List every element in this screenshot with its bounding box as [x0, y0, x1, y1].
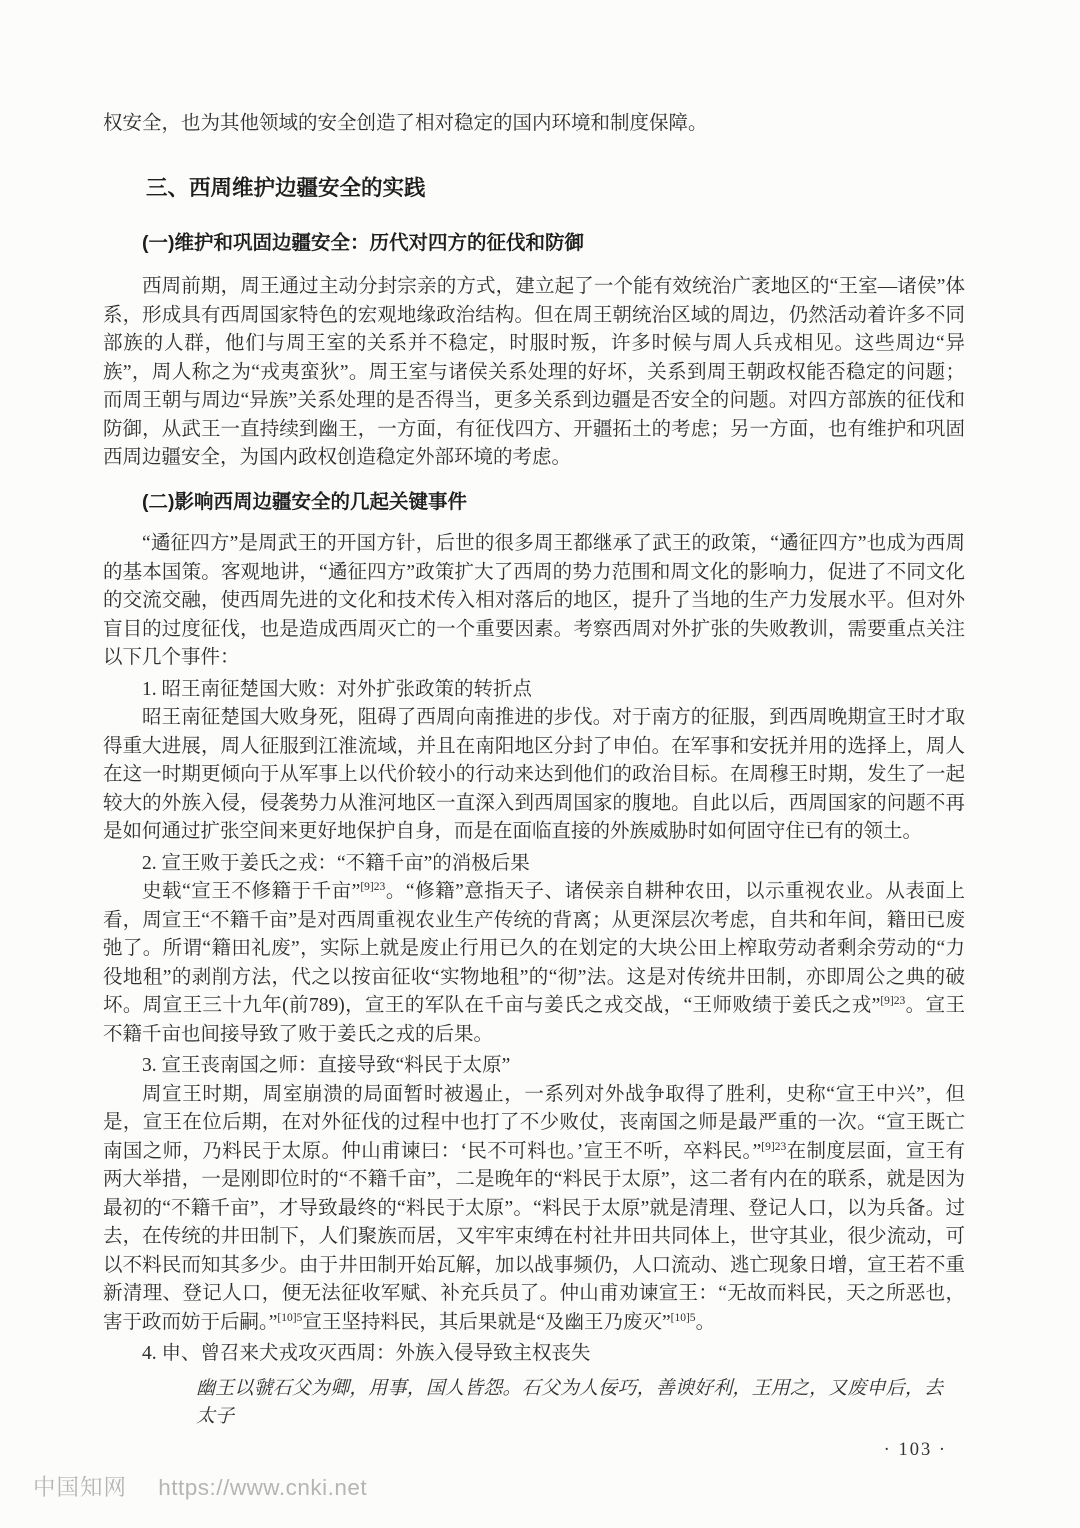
subsection-1-heading: (一)维护和巩固边疆安全：历代对四方的征伐和防御 [142, 231, 584, 254]
event-4-title: 4. 申、曾召来犬戎攻灭西周：外族入侵导致主权丧失 [142, 1343, 591, 1364]
subsection-1-paragraph: 西周前期，周王通过主动分封宗亲的方式，建立起了一个能有效统治广袤地区的“王室—诸侯”体系，形成具有西周国家特色的宏观地缘政治结构。但在周王朝统治区域的周边，仍然活动着许多不同部族的人群，他们与周王室的关系并不稳定，时服时叛，许多时候与周人兵戎相见。这些周边“异族”，周人称之为“戎夷蛮狄”。周王室与诸侯关系处理的好坏，关系到周王朝政权能否稳定的问题；而周王朝与周边“异族”关系处理的是否得当，更多关系到边疆是否安全的问题。对四方部族的征伐和防御，从武王一直持续到幽王，一方面，有征伐四方、开疆拓土的考虑；另一方面，也有维护和巩固西周边疆安全，为国内政权创造稳定外部环境的考虑。 [103, 276, 965, 468]
event-2-title: 2. 宣王败于姜氏之戎：“不籍千亩”的消极后果 [142, 852, 530, 874]
cnki-url-text: https://www.cnki.net [158, 1474, 368, 1500]
event-1-paragraph: 昭王南征楚国大败身死，阻碍了西周向南推进的步伐。对于南方的征服，到西周晚期宣王时才取得重大进展，周人征服到江淮流域，并且在南阳地区分封了申伯。在军事和安抚并用的选择上，周人在这一时期更倾向于从军事上以代价较小的行动来达到他们的政治目标。在周穆王时期，发生了一起较大的外族入侵，侵袭势力从淮河地区一直深入到西周国家的腹地。自此以后，西周国家的问题不再是如何通过扩张空间来更好地保护自身，而是在面临直接的外族威胁时如何固守住已有的领土。 [103, 707, 965, 842]
event-1-title: 1. 昭王南征楚国大败：对外扩张政策的转折点 [142, 678, 533, 700]
event-3-paragraph: 周宣王时期，周室崩溃的局面暂时被遏止，一系列对外战争取得了胜利，史称“宣王中兴”，但是，宣王在位后期，在对外征伐的过程中也打了不少败仗，丧南国之师是最严重的一次。“宣王既亡南国之师，乃料民于太原。仲山甫谏曰：‘民不可料也。’宣王不听，卒料民。”$^{[9]23}$在制度层面，宣王有两大举措，一是刚即位时的“不籍千亩”，二是晚年的“料民于太原”，这二者有内在的联系，就是因为最初的“不籍千亩”，才导致最终的“料民于太原”。“料民于太原”就是清理、登记人口，以为兵备。过去，在传统的井田制下，人们聚族而居，又牢牢束缚在村社井田共同体上，世守其业，很少流动，可以不料民而知其多少。由于井田制开始瓦解，加以战事频仍，人口流动、逃亡现象日增，宣王若不重新清理、登记人口，便无法征收军赋、补充兵员了。仲山甫劝谏宣王：“无故而料民，天之所恶也，害于政而妨于后嗣。”$^{[10]5}$宣王坚持料民，其后果就是“及幽王乃废灭”$^{[10]5}$。 [103, 1083, 965, 1333]
cnki-watermark [33, 1474, 367, 1503]
continuation-paragraph: 权安全，也为其他领域的安全创造了相对稳定的国内环境和制度保障。 [103, 113, 708, 134]
cnki-brand-text: 中国知网 [33, 1474, 128, 1500]
event-2-paragraph: 史载“宣王不修籍于千亩”$^{[9]23}$。“修籍”意指天子、诸侯亲自耕种农田，以示重视农业。从表面上看，周宣王“不籍千亩”是对西周重视农业生产传统的背离；从更深层次考虑，自共和年间，籍田已废弛了。所谓“籍田礼废”，实际上就是废止行用已久的在划定的大块公田上榨取劳动者剩余劳动的“力役地租”的剥削方法，代之以按亩征收“实物地租”的“彻”法。这是对传统井田制，亦即周公之典的破坏。周宣王三十九年(前789)，宣王的军队在千亩与姜氏之戎交战，“王师败绩于姜氏之戎”$^{[9]23}$。宣王不籍千亩也间接导致了败于姜氏之戎的后果。 [103, 881, 966, 1045]
classical-quote: 幽王以虢石父为卿，用事，国人皆怨。石父为人佞巧，善谀好利，王用之，又废申后，去太子 [196, 1377, 943, 1427]
page-number: · 103 · [883, 1439, 947, 1460]
subsection-2-heading: (二)影响西周边疆安全的几起关键事件 [142, 490, 467, 513]
event-3-title: 3. 宣王丧南国之师：直接导致“料民于太原” [142, 1055, 511, 1076]
section-heading: 三、西周维护边疆安全的实践 [146, 175, 426, 200]
subsection-2-intro-paragraph: “遹征四方”是周武王的开国方针，后世的很多周王都继承了武王的政策，“遹征四方”也成为西周的基本国策。客观地讲，“遹征四方”政策扩大了西周的势力范围和周文化的影响力，促进了不同文化的交流交融，使西周先进的文化和技术传入相对落后的地区，提升了当地的生产力发展水平。但对外盲目的过度征伐，也是造成西周灭亡的一个重要因素。考察西周对外扩张的失败教训，需要重点关注以下几个事件： [103, 533, 965, 668]
